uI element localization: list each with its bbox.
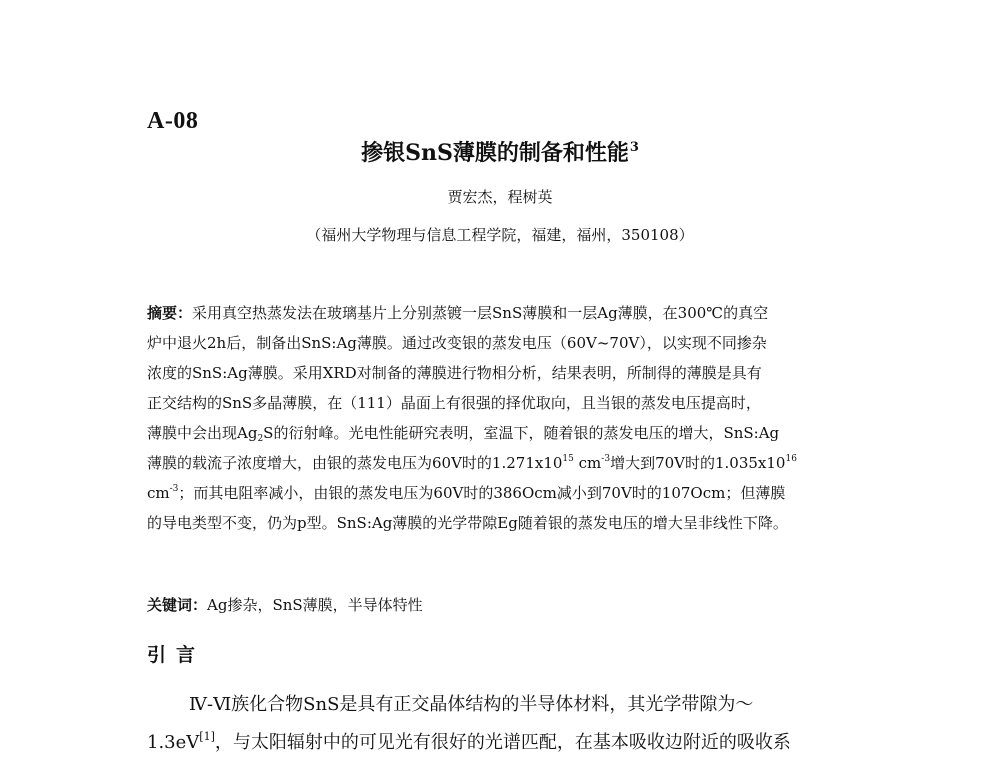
abstract-line: 浓度的SnS:Ag薄膜。采用XRD对制备的薄膜进行物相分析，结果表明，所制得的薄膜是具有	[147, 364, 762, 382]
affiliation: （福州大学物理与信息工程学院，福建，福州，350108）	[306, 226, 694, 244]
subscript: 2	[257, 434, 264, 444]
superscript: -3	[169, 484, 179, 494]
keywords-label: 关键词：	[147, 596, 208, 614]
abstract-line	[147, 298, 867, 328]
body-text-run: ，与太阳辐射中的可见光有很好的光谱匹配，在基本吸收边附近的吸收系	[214, 732, 791, 753]
abstract-text: S的衍射峰。光电性能研究表明，室温下，随着银的蒸发电压的增大，SnS:Ag	[263, 424, 780, 442]
body-text	[147, 686, 887, 762]
keywords	[147, 594, 423, 615]
keywords-text: Ag掺杂，SnS薄膜，半导体特性	[207, 596, 423, 614]
paper-title	[0, 136, 1000, 167]
abstract-line: 炉中退火2h后，制备出SnS:Ag薄膜。通过改变银的蒸发电压（60V~70V），以实现不同掺杂	[147, 334, 767, 352]
title-footnote-mark: 3	[629, 140, 639, 155]
abstract-text: 薄膜中会出现Ag	[147, 424, 258, 442]
citation-ref: [1]	[199, 730, 215, 743]
abstract-text: cm	[573, 454, 602, 472]
body-line: Ⅳ-Ⅵ族化合物SnS是具有正交晶体结构的半导体材料，其光学带隙为～	[189, 694, 754, 715]
abstract-text: ；而其电阻率减小，由银的蒸发电压为60V时的386Ocm减小到70V时的107Ocm；但薄膜	[178, 484, 786, 502]
abstract-text: 采用真空热蒸发法在玻璃基片上分别蒸镀一层SnS薄膜和一层Ag薄膜，在300℃的真空	[192, 304, 769, 322]
abstract	[147, 298, 867, 538]
abstract-label: 摘要：	[147, 304, 193, 322]
paper-code: A-08	[147, 108, 199, 134]
superscript: 15	[562, 454, 574, 464]
abstract-line	[147, 418, 867, 448]
abstract-text: 增大到70V时的1.035x10	[610, 454, 786, 472]
section-heading: 引言	[147, 644, 206, 666]
superscript: -3	[601, 454, 611, 464]
abstract-text: 薄膜的载流子浓度增大，由银的蒸发电压为60V时的1.271x10	[147, 454, 563, 472]
abstract-text: cm	[147, 484, 170, 502]
abstract-line: 的导电类型不变，仍为p型。SnS:Ag薄膜的光学带隙Eg随着银的蒸发电压的增大呈非线性下降。	[147, 514, 788, 532]
abstract-line	[147, 478, 867, 508]
body-text-run: 1.3eV	[147, 732, 200, 753]
abstract-line: 正交结构的SnS多晶薄膜，在（111）晶面上有很强的择优取向，且当银的蒸发电压提高时，	[147, 394, 761, 412]
body-line	[147, 724, 887, 762]
authors: 贾宏杰，程树英	[447, 188, 553, 206]
superscript: 16	[785, 454, 797, 464]
title-text: 掺银SnS薄膜的制备和性能	[361, 140, 629, 166]
abstract-line	[147, 448, 867, 478]
